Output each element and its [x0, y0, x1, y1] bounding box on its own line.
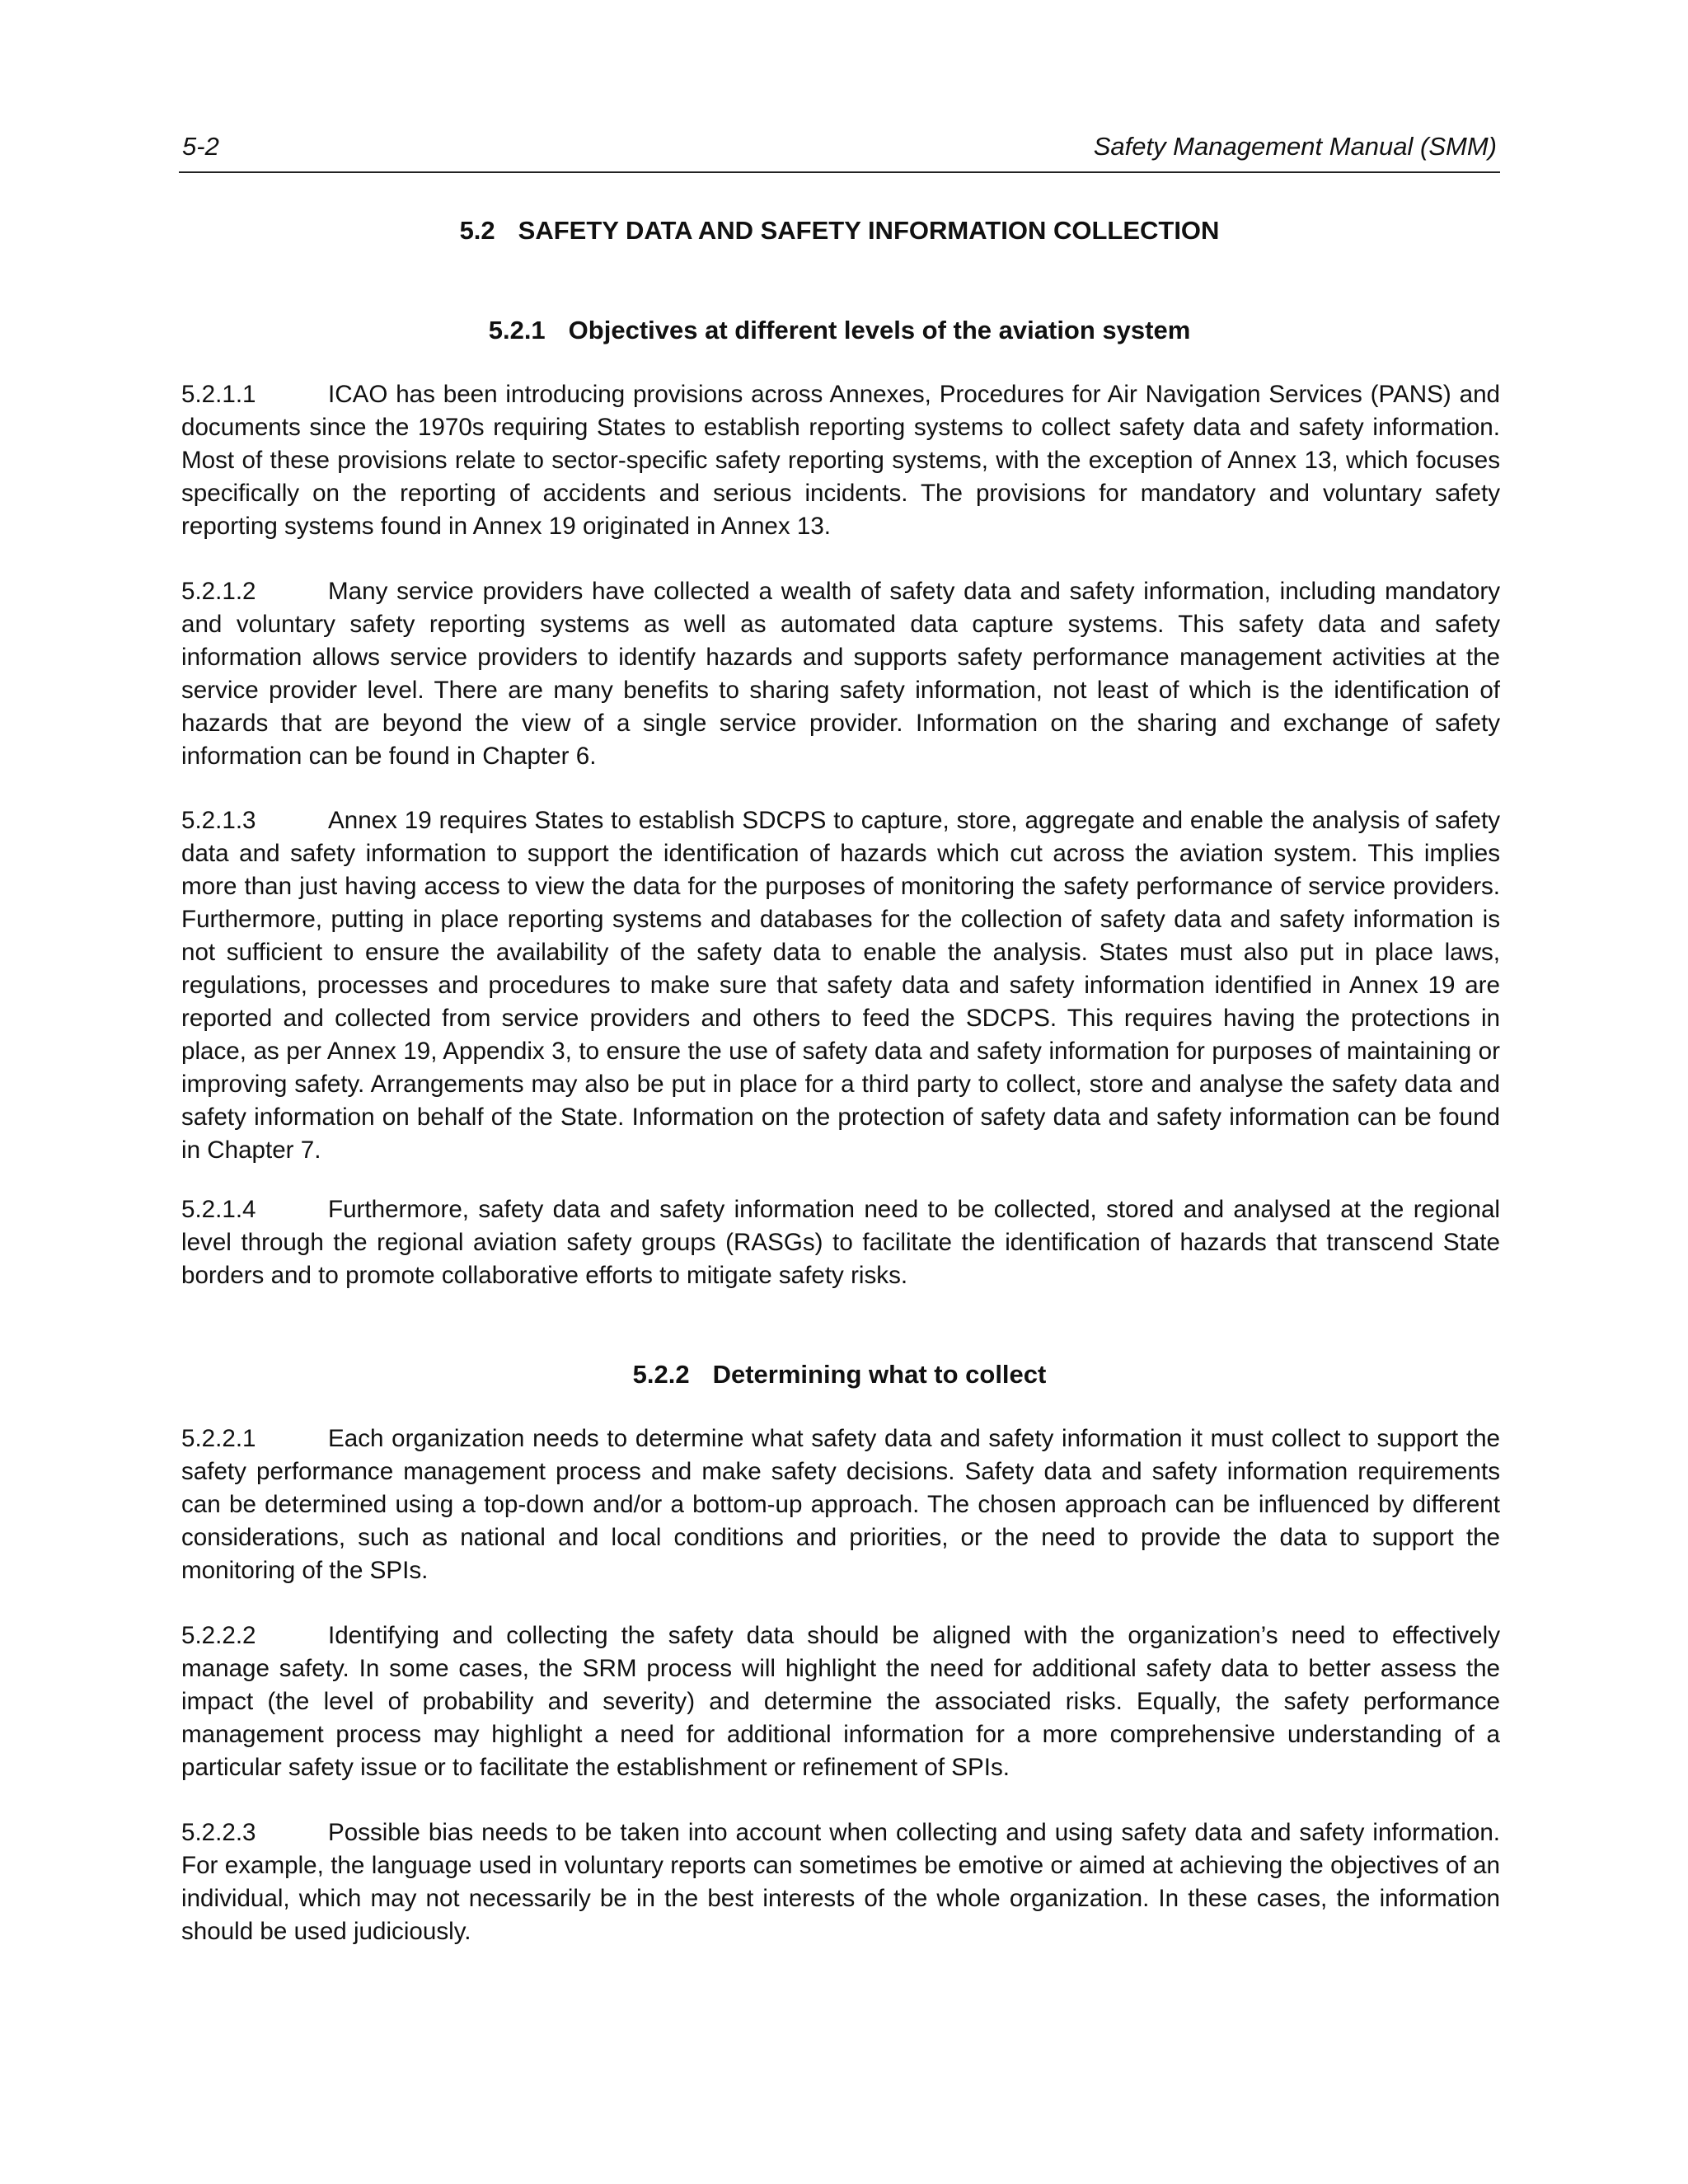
- subsection-heading-5-2-2: [179, 1360, 1500, 1390]
- paragraph-5-2-2-3: [181, 1816, 1500, 1948]
- paragraph-5-2-1-2: [181, 575, 1500, 773]
- paragraph-5-2-2-1: [181, 1422, 1500, 1587]
- paragraph-5-2-1-3: [181, 804, 1500, 1167]
- section-title: SAFETY DATA AND SAFETY INFORMATION COLLECTION: [518, 216, 1220, 245]
- paragraph-5-2-1-4: [181, 1193, 1500, 1292]
- paragraph-5-2-2-2: [181, 1619, 1500, 1784]
- subsection-number: 5.2.1: [488, 316, 546, 344]
- page-number: 5-2: [182, 132, 219, 161]
- paragraph-number: 5.2.1.3: [181, 807, 256, 834]
- paragraph-text: Many service providers have collected a wealth of safety data and safety information, including mandatory and voluntary safety reporting systems as well as automated data capture systems. This safety data and safety information allows service providers to identify hazards and supports safety performance management activities at the service provider level. There are many benefits to sharing safety information, not least of which is the identification of hazards that are beyond the view of a single service provider. Information on the sharing and exchange of safety information can be found in Chapter 6.: [181, 578, 1500, 770]
- document-title: Safety Management Manual (SMM): [1093, 132, 1497, 161]
- subsection-title: Determining what to collect: [712, 1360, 1047, 1389]
- paragraph-text: ICAO has been introducing provisions across Annexes, Procedures for Air Navigation Services (PANS) and documents since the 1970s requiring States to establish reporting systems to collect safety data and safety information. Most of these provisions relate to sector-specific safety reporting systems, with the exception of Annex 13, which focuses specifically on the reporting of accidents and serious incidents. The provisions for mandatory and voluntary safety reporting systems found in Annex 19 originated in Annex 13.: [181, 381, 1500, 540]
- paragraph-number: 5.2.1.2: [181, 578, 256, 605]
- paragraph-text: Identifying and collecting the safety data should be aligned with the organization’s need to effectively manage safety. In some cases, the SRM process will highlight the need for additional safety data to better assess the impact (the level of probability and severity) and determine the associated risks. Equally, the safety performance management process may highlight a need for additional information for a more comprehensive understanding of a particular safety issue or to facilitate the establishment or refinement of SPIs.: [181, 1622, 1500, 1781]
- paragraph-number: 5.2.2.2: [181, 1622, 256, 1649]
- paragraph-text: Each organization needs to determine what safety data and safety information it must collect to support the safety performance management process and make safety decisions. Safety data and safety information requirements can be determined using a top-down and/or a bottom-up approach. The chosen approach can be influenced by different considerations, such as national and local conditions and priorities, or the need to provide the data to support the monitoring of the SPIs.: [181, 1425, 1500, 1584]
- paragraph-5-2-1-1: [181, 378, 1500, 543]
- section-heading: [179, 216, 1500, 246]
- paragraph-text: Furthermore, safety data and safety information need to be collected, stored and analysed at the regional level through the regional aviation safety groups (RASGs) to facilitate the identification of hazards that transcend State borders and to promote collaborative efforts to mitigate safety risks.: [181, 1196, 1500, 1289]
- subsection-heading-5-2-1: [179, 316, 1500, 345]
- paragraph-number: 5.2.1.4: [181, 1196, 256, 1223]
- subsection-number: 5.2.2: [632, 1360, 690, 1389]
- paragraph-number: 5.2.2.1: [181, 1425, 256, 1452]
- section-number: 5.2: [459, 216, 495, 245]
- paragraph-number: 5.2.2.3: [181, 1819, 256, 1846]
- subsection-title: Objectives at different levels of the aviation system: [568, 316, 1191, 344]
- paragraph-number: 5.2.1.1: [181, 381, 256, 408]
- paragraph-text: Annex 19 requires States to establish SDCPS to capture, store, aggregate and enable the analysis of safety data and safety information to support the identification of hazards which cut across the aviation system. This implies more than just having access to view the data for the purposes of monitoring the safety performance of service providers. Furthermore, putting in place reporting systems and databases for the collection of safety data and safety information is not sufficient to ensure the availability of the safety data to enable the analysis. States must also put in place laws, regulations, processes and procedures to make sure that safety data and safety information identified in Annex 19 are reported and collected from service providers and others to feed the SDCPS. This requires having the protections in place, as per Annex 19, Appendix 3, to ensure the use of safety data and safety information for purposes of maintaining or improving safety. Arrangements may also be put in place for a third party to collect, store and analyse the safety data and safety information on behalf of the State. Information on the protection of safety data and safety information can be found in Chapter 7.: [181, 807, 1500, 1164]
- page-header: [179, 132, 1500, 173]
- paragraph-text: Possible bias needs to be taken into account when collecting and using safety data and safety information. For example, the language used in voluntary reports can sometimes be emotive or aimed at achieving the objectives of an individual, which may not necessarily be in the best interests of the whole organization. In these cases, the information should be used judiciously.: [181, 1819, 1500, 1945]
